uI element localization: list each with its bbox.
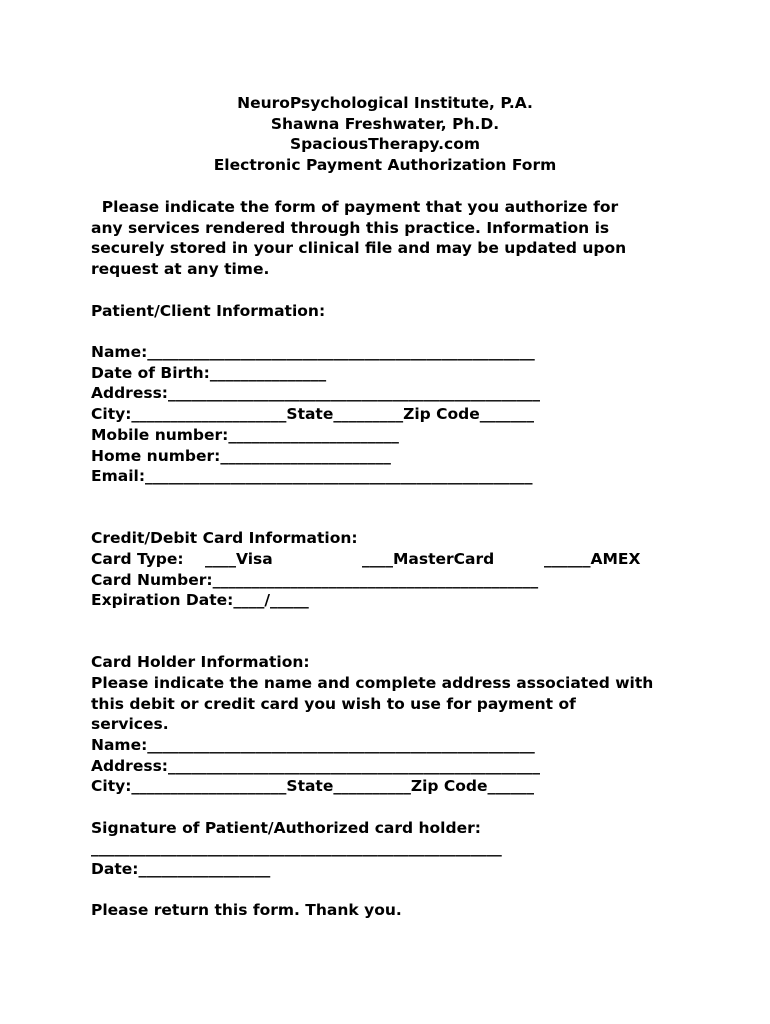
signature-date-field[interactable]: Date:_________________ [91, 860, 271, 878]
patient-mobile-field[interactable]: Mobile number:______________________ [91, 426, 399, 444]
card-expiration-field[interactable]: Expiration Date:____/_____ [91, 591, 309, 609]
card-number-field[interactable]: Card Number:__________________________________________ [91, 571, 539, 589]
patient-home-phone-field[interactable]: Home number:______________________ [91, 447, 391, 465]
patient-name-field[interactable]: Name:__________________________________________________ [91, 343, 535, 361]
card-section-heading: Credit/Debit Card Information: [91, 529, 358, 547]
holder-instructions-line: services. [91, 715, 169, 733]
form-header [0, 93, 770, 176]
intro-line: any services rendered through this practice. Information is [91, 218, 610, 237]
form-title: Electronic Payment Authorization Form [213, 156, 557, 175]
holder-section-heading: Card Holder Information: [91, 653, 310, 671]
holder-name-field[interactable]: Name:__________________________________________________ [91, 736, 535, 754]
intro-line: securely stored in your clinical file and may be updated upon [91, 239, 627, 258]
card-type-visa-option[interactable]: ____Visa [205, 550, 273, 568]
card-type-mastercard-option[interactable]: ____MasterCard [362, 550, 495, 568]
patient-address-field[interactable]: Address:________________________________________________ [91, 384, 540, 402]
holder-city-state-zip-field[interactable]: City:____________________State__________Zip Code______ [91, 777, 535, 795]
patient-city-state-zip-field[interactable]: City:____________________State_________Zip Code_______ [91, 405, 535, 423]
doctor-name: Shawna Freshwater, Ph.D. [270, 114, 500, 133]
intro-paragraph [91, 197, 691, 280]
intro-line: Please indicate the form of payment that you authorize for [91, 198, 619, 216]
holder-instructions-line: this debit or credit card you wish to use for payment of [91, 695, 576, 713]
signature-field[interactable]: _____________________________________________________ [91, 839, 502, 857]
closing-text: Please return this form. Thank you. [91, 901, 402, 919]
patient-email-field[interactable]: Email:__________________________________________________ [91, 467, 533, 485]
holder-instructions-line: Please indicate the name and complete address associated with [91, 674, 654, 692]
org-name: NeuroPsychological Institute, P.A. [237, 94, 533, 112]
card-type-label: Card Type: [91, 550, 184, 568]
card-type-amex-option[interactable]: ______AMEX [544, 550, 641, 568]
intro-line: request at any time. [91, 260, 270, 279]
holder-address-field[interactable]: Address:________________________________________________ [91, 757, 540, 775]
patient-section-heading: Patient/Client Information: [91, 302, 326, 320]
signature-label: Signature of Patient/Authorized card holder: [91, 819, 481, 837]
patient-dob-field[interactable]: Date of Birth:_______________ [91, 364, 327, 382]
website: SpaciousTherapy.com [289, 135, 480, 154]
